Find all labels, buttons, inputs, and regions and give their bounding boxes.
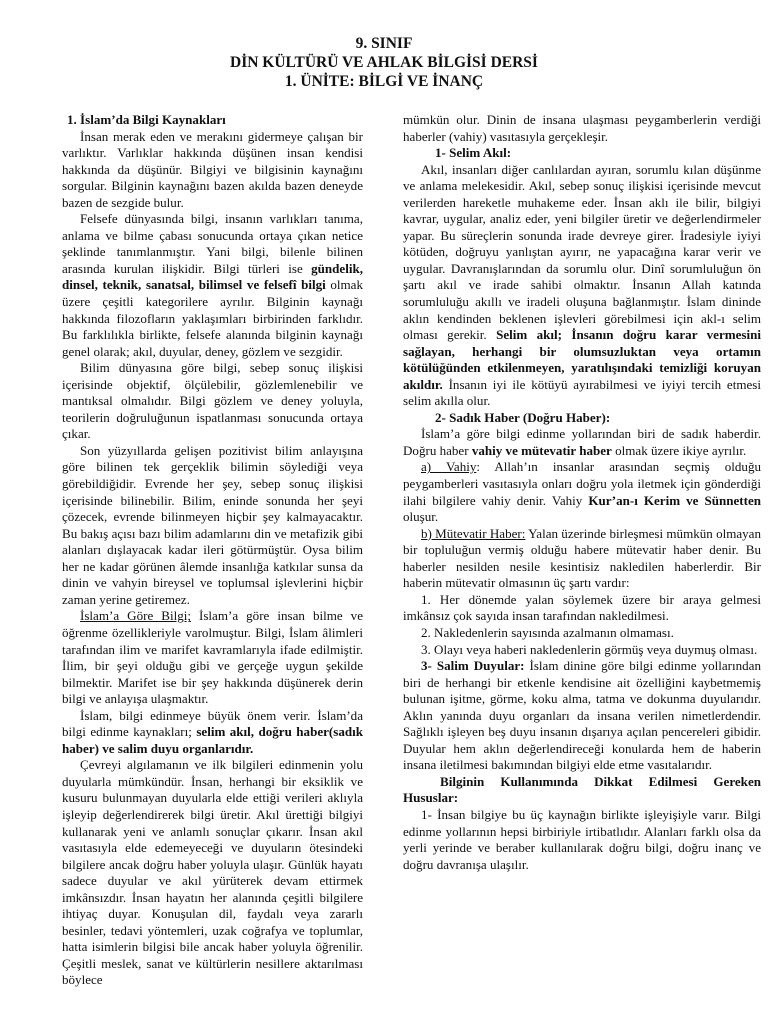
paragraph: b) Mütevatir Haber: Yalan üzerinde birleşmesi mümkün olmayan bir topluluğun vermiş olduğu habere mütevatir haber denir. Bu haberler nesilden nesile kesintisiz nakledilen haberlerdir. Bir haberin mütevatir olmasının üç şartı vardır:	[403, 525, 761, 591]
list-item: 1. Her dönemde yalan söylemek üzere bir araya gelmesi imkânsız çok sayıda insan tarafından nakledilmesi.	[403, 591, 761, 624]
paragraph: Felsefe dünyasında bilgi, insanın varlıkları tanıma, anlama ve bilme çabası sonucunda ortaya çıkan netice şeklinde tanımlanmıştır. Yani bilgi, bilenle bilinen arasında kurulan ilişkidir. Bilgi türleri ise gündelik, dinsel, teknik, sanatsal, bilimsel ve felsefî bilgi olmak üzere çeşitli kategorilere ayrılır. Bilginin kaynağı hakkında filozofların yaklaşımları birbirinden farklıdır. Bu farklılıkla birlikte, felsefe alanında bilginin kaynağı genel olarak; akıl, duyular, deney, gözlem ve sezgidir.	[62, 211, 363, 359]
paragraph: 3- Salim Duyular: İslam dinine göre bilgi edinme yollarından biri de herhangi bir etkenle kendisine ait özelliğini kaybetmemiş bulunan işitme, görme, koku alma, tatma ve dokunma duyularıdır. Aklın yanında duyu organları da insana verilen nimetlerdendir. Sağlıklı işleyen beş duyu insanın dışarıya açılan pencereleri gibidir. Duyular hem aklın değerlendireceği konularda hem de haberin insana iletilmesi bakımından bilgiyi elde etme vasıtalarıdır.	[403, 658, 761, 773]
grade-title: 9. SINIF	[355, 35, 413, 52]
underlined-heading: a) Vahiy	[421, 459, 477, 475]
paragraph: İslam’a Göre Bilgi; İslam’a göre insan bilme ve öğrenme özellikleriyle varolmuştur. Bilgi, İslam âlimleri tarafından ilim ve marifet kavramlarıyla ifade edilmiştir. İlim, bir şeyi olduğu gibi ve gerçeğe uygun şekilde bilmektir. Marifet ise bir şey hakkında düşünerek derin bilgi ve anlayışa ulaşmaktır.	[62, 608, 363, 707]
list-item: 3. Olayı veya haberi nakledenlerin görmüş veya duymuş olması.	[421, 641, 758, 657]
section-title-dikkat-edilmesi-gereken-hususlar: Bilginin Kullanımında Dikkat Edilmesi Gereken Hususlar:	[403, 773, 761, 806]
paragraph: mümkün olur. Dinin de insana ulaşması peygamberlerin verdiği haberler (vahiy) vasıtasıyla gerçekleşir.	[403, 112, 761, 144]
course-title: DİN KÜLTÜRÜ VE AHLAK BİLGİSİ DERSİ	[230, 54, 538, 71]
unit-title: 1. ÜNİTE: BİLGİ VE İNANÇ	[284, 73, 484, 90]
paragraph: Son yüzyıllarda gelişen pozitivist bilim anlayışına göre bilinen tek gerçeklik bilimin söylediği veya görebildiğidir. Evrende her şey, sebep sonuç ilişkisi içerisinde bilinebilir. Bilim, eninde sonunda her şeyi çözecek, evrende bilinmeyen hiçbir şey kalmayacaktır. Bu bakış açısı bazı bilim adamlarını din ve metafizik gibi alanları dışlayacak kadar ileri götürmüştür. Oysa bilim her ne kadar görünen âlemde insanlığa katkılar sunsa da dinin ve vahyin bireysel ve toplumsal işlevlerini hiçbir zaman yerine getiremez.	[62, 442, 363, 607]
section-title-sadik-haber: 2- Sadık Haber (Doğru Haber):	[435, 409, 611, 425]
paragraph: İnsan merak eden ve merakını gidermeye çalışan bir varlıktır. Varlıklar hakkında düşünen insan kendisi hakkında da düşünür. Bilgiyi ve bilgisinin kaynağını sorgular. Bilginin kaynağını bazen akılda bazen deneyde bazen de sezgide bulur.	[62, 128, 363, 210]
section-title-islam-bilgi-kaynaklari: 1. İslam’da Bilgi Kaynakları	[67, 112, 226, 127]
list-item: 2. Nakledenlerin sayısında azalmanın olmaması.	[421, 624, 674, 640]
paragraph: İslam’a göre bilgi edinme yollarından biri de sadık haberdir. Doğru haber vahiy ve mütevatir haber olmak üzere ikiye ayrılır.	[403, 426, 761, 458]
underlined-heading: İslam’a Göre Bilgi;	[80, 608, 191, 624]
left-column	[62, 112, 363, 989]
paragraph: Akıl, insanları diğer canlılardan ayıran, sorumlu kılan düşünme ve anlama melekesidir. Akıl, sebep sonuç ilişkisi içerisinde mevcut verilerden hareketle muhakeme eder. İnsan aklı ile bilir, bilgiyi kavrar, uygular, analiz eder, yeni bilgiler üretir ve değerlendirmeler yapar. Bu süreçlerin sonunda irade devreye girer. İradesiyle iyiyi kötüden, doğruyu yanlıştan ayırır, ne yapacağına karar verir ve uygular. Davranışlarından da sorumlu olur. Dinî sorumluluğun ön şartı akıl ve irade sahibi olmaktır. İnsanın Allah katında sorumluluğu akıllı ve iradeli oluşuna bağlanmıştır. İslam dininde aklın kendinden beklenen işlevleri görebilmesi için akl-ı selim olması gerekir. Selim akıl; İnsanın doğru karar vermesini sağlayan, herhangi bir olumsuzluktan veya ortamın kötülüğünden etkilenmeyen, yaratılışındaki temizliği koruyan akıldır. İnsanın iyi ile kötüyü ayırabilmesi ve iyiyi tercih etmesi selim akılla olur.	[403, 161, 761, 409]
section-title-selim-akil: 1- Selim Akıl:	[435, 145, 512, 161]
document-header	[0, 34, 768, 91]
right-column	[403, 112, 761, 873]
paragraph: a) Vahiy: Allah’ın insanlar arasından seçmiş olduğu peygamberleri vasıtasıyla onları doğru yola iletmek için gönderdiği ilahi bilgilere vahiy denir. Vahiy Kur’an-ı Kerim ve Sünnetten oluşur.	[403, 459, 762, 525]
paragraph: Çevreyi algılamanın ve ilk bilgileri edinmenin yolu duyularla mümkündür. İnsan, herhangi bir eksiklik ve kusuru bulunmayan duyularla elde ettiği verileri aklıyla işleyip değerlendirerek bilgi üretir. Akıl ürettiği bilgiyi kullanarak yeni ve anlamlı sonuçlar çıkarır. İnsan akıl vasıtasıyla elde edemeyeceği ve duyuların ötesindeki bilgilere ancak doğru haber yoluyla ulaşır. Günlük hayatı sadece duyular ve akıl yürüterek devam ettirmek imkânsızdır. İnsan hayatın her alanında çeşitli bilgilere ihtiyaç duyar. Konuşulan dil, faydalı veya zararlı besinler, tedavi yöntemleri, uzak coğrafya ve toplumlar, hatta isimlerin bilgisi bile ancak haber yoluyla öğrenilir. Çeşitli meslek, sanat ve kültürlerin nesillere aktarılması böylece	[62, 757, 363, 988]
paragraph: Bilim dünyasına göre bilgi, sebep sonuç ilişkisi içerisinde objektif, ölçülebilir, gözlemlenebilir ve mantıksal olmalıdır. Bilgi gözlem ve deney yoluyla, teorilerin doğruluğunun ispatlanması sonucunda ortaya çıkar.	[62, 360, 363, 442]
paragraph: İslam, bilgi edinmeye büyük önem verir. İslam’da bilgi edinme kaynakları; selim akıl, doğru haber(sadık haber) ve salim duyu organlarıdır.	[62, 707, 363, 756]
paragraph: 1- İnsan bilgiye bu üç kaynağın birlikte işleyişiyle varır. Bilgi edinme yollarının hepsi birbiriyle irtibatlıdır. Alanları farklı olsa da yerli yerinde ve beraber kullanılarak doğru bilgi, doğru inanç ve doğru davranışa ulaşılır.	[403, 806, 761, 872]
underlined-heading: b) Mütevatir Haber:	[421, 525, 526, 541]
